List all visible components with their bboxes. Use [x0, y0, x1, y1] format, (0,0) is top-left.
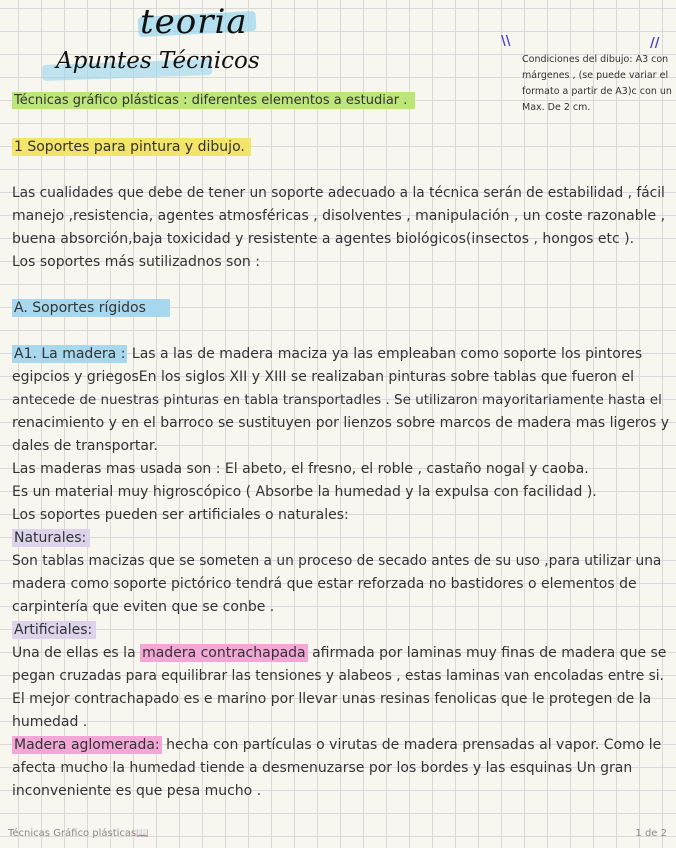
text-line: madera como soporte pictórico tendrá que estar reforzada no bastidores o elementos de	[12, 576, 637, 592]
text-line: antecede de nuestras pinturas en tabla transportadles . Se utilizaron mayoritariamente hasta el	[12, 392, 662, 408]
text-line: renacimiento y en el barroco se sustituyen por lienzos sobre marcos de madera mas ligeros y	[12, 415, 669, 431]
text-line	[12, 343, 642, 366]
page-title: teoria	[140, 2, 248, 42]
text-line: buena absorción,baja toxicidad y resistente a agentes biológicos(insectos , hongos etc ).	[12, 231, 635, 247]
text-line: Los soportes más sutilizadnos son :	[12, 254, 260, 270]
term-madera-contrachapada: madera contrachapada	[142, 645, 306, 661]
text-line: afecta mucho la humedad tiende a desmenuzarse por los bordes y las esquinas Un gran	[12, 760, 633, 776]
text-line	[12, 619, 96, 642]
text-span: Las a las de madera maciza ya las empleaban como soporte los pintores	[127, 346, 643, 362]
subsection-a1-heading: A1. La madera :	[14, 346, 126, 362]
text-line: egipcios y griegosEn los siglos XII y XIII se realizaban pinturas sobre tablas que fueron el	[12, 369, 634, 385]
section-1-heading: 1 Soportes para pintura y dibujo.	[12, 138, 251, 156]
decoration-marks-left: \\	[501, 34, 511, 49]
margin-note: Condiciones del dibujo: A3 con márgenes , (se puede variar el formato a partir de A3)c con un Max. De 2 cm.	[522, 54, 672, 113]
text-line: carpintería que eviten que se conbe .	[12, 599, 275, 615]
term-madera-aglomerada: Madera aglomerada:	[14, 737, 160, 753]
text-line: Es un material muy higroscópico ( Absorbe la humedad y la expulsa con facilidad ).	[12, 484, 597, 500]
text-line: El mejor contrachapado es e marino por llevar unas resinas fenolicas que le protegen de la	[12, 691, 652, 707]
text-line: inconveniente es que pesa mucho .	[12, 783, 262, 799]
text-line: dales de transportar.	[12, 438, 158, 454]
text-line: Las maderas mas usada son : El abeto, el fresno, el roble , castaño nogal y caoba.	[12, 461, 589, 477]
text-span: Una de ellas es la	[12, 645, 141, 661]
line-section-a	[12, 297, 170, 320]
text-line: manejo ,resistencia, agentes atmosféricas , disolventes , manipulación , un coste razonable ,	[12, 208, 666, 224]
naturales-heading: Naturales:	[12, 529, 90, 547]
decoration-marks-right: //	[650, 36, 660, 51]
footer-document-title: Técnicas Gráfico plásticas📖	[8, 828, 149, 839]
artificiales-heading: Artificiales:	[12, 621, 96, 639]
page-indicator: 1 de 2	[635, 828, 667, 839]
text-line: Los soportes pueden ser artificiales o naturales:	[12, 507, 349, 523]
text-span: afirmada por laminas muy finas de madera que se	[307, 645, 667, 661]
text-line	[12, 642, 666, 665]
text-line: Las cualidades que debe de tener un soporte adecuado a la técnica serán de estabilidad , fácil	[12, 185, 665, 201]
page-subtitle: Apuntes Técnicos	[56, 48, 260, 74]
text-line: pegan cruzadas para equilibrar las tensiones y alabeos , estas laminas van encoladas entre si.	[12, 668, 664, 684]
intro-highlight: Técnicas gráfico plásticas : diferentes elementos a estudiar .	[12, 92, 415, 109]
text-line: humedad .	[12, 714, 88, 730]
line-intro	[12, 89, 415, 112]
text-span: hecha con partículas o virutas de madera prensadas al vapor. Como le	[161, 737, 662, 753]
section-a-heading: A. Soportes rígidos	[12, 299, 170, 317]
text-line: Son tablas macizas que se someten a un proceso de secado antes de su uso ,para utilizar una	[12, 553, 662, 569]
text-line	[12, 527, 90, 550]
text-line	[12, 734, 661, 757]
line-section-1	[12, 136, 251, 159]
